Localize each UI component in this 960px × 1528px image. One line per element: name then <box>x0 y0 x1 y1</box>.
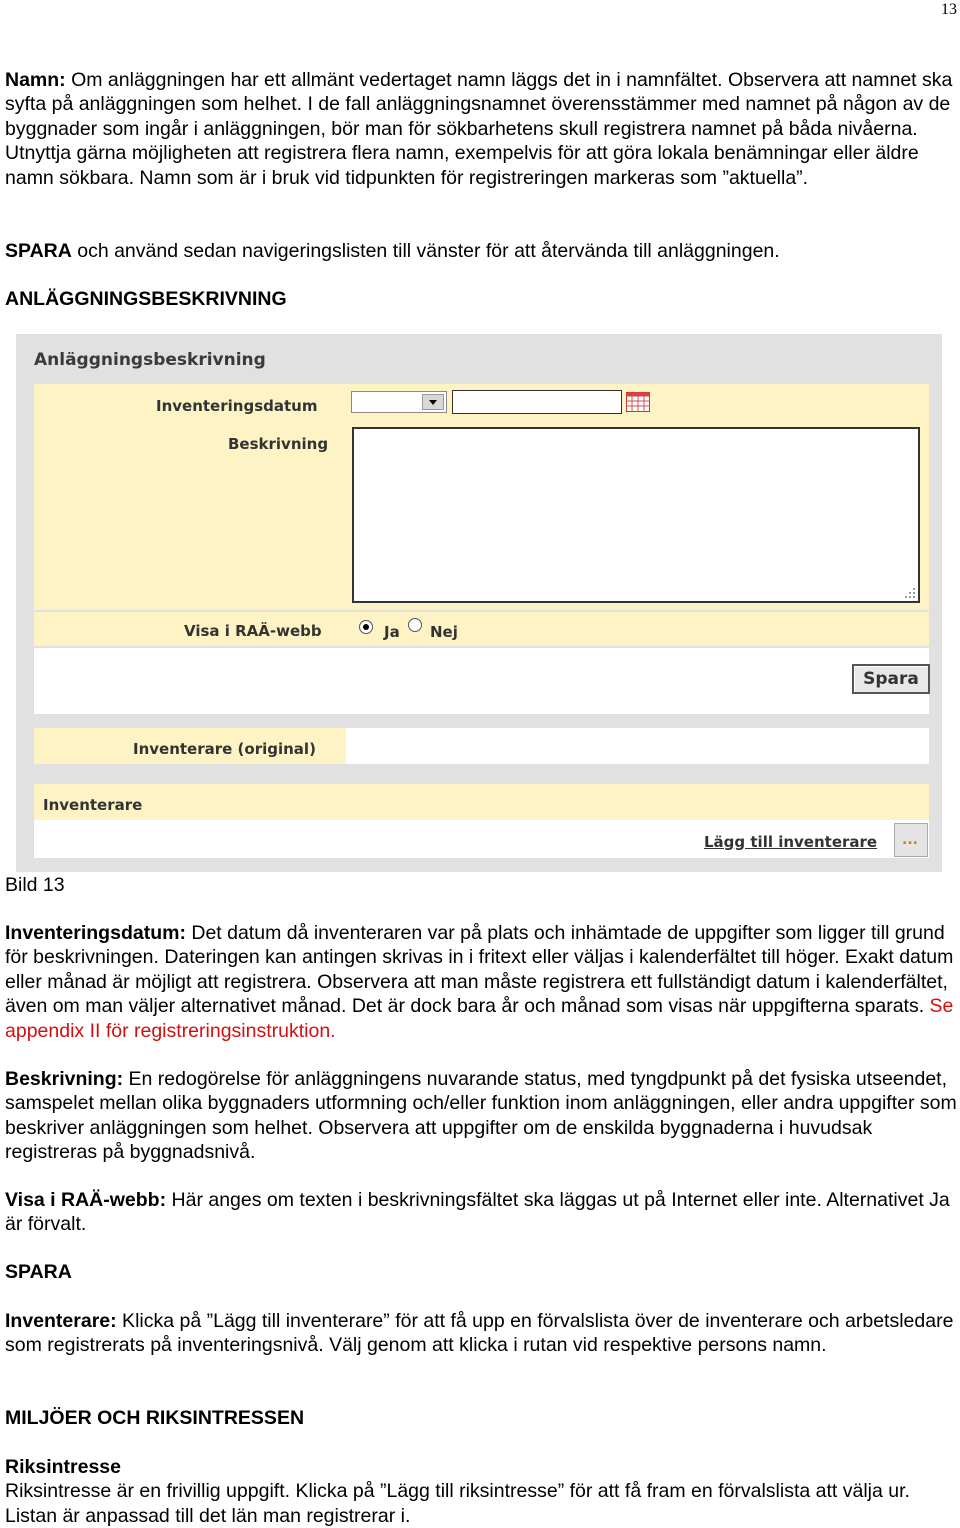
calendar-icon[interactable] <box>626 392 650 412</box>
form-title: Anläggningsbeskrivning <box>34 350 266 370</box>
resize-grip-icon[interactable] <box>902 585 916 599</box>
visa-paragraph <box>5 1188 960 1237</box>
save-button[interactable]: Spara <box>852 664 930 694</box>
inventeringsdatum-paragraph <box>5 921 960 1043</box>
radio-ja[interactable] <box>359 620 373 634</box>
beskrivning-textarea[interactable] <box>352 427 920 603</box>
caption-text: Bild 13 <box>5 874 65 896</box>
visa-label: Visa i RAÄ-webb: <box>5 1189 167 1211</box>
invr-text: Klicka på ”Lägg till inventerare” för att få upp en förvalslista över de inventerare och arbetsledare som registrerats på inventeringsnivå. Välj genom att klicka i rutan vid respektive persons namn. <box>5 1310 954 1357</box>
miljoer-heading <box>5 1406 960 1430</box>
visa-i-raa-webb-label: Visa i RAÄ-webb <box>184 622 322 640</box>
spara-label: SPARA <box>5 240 72 262</box>
more-icon: ... <box>902 831 918 848</box>
appendix-link[interactable]: Se appendix II för registreringsinstruktion. <box>5 995 954 1042</box>
riksintresse-section <box>5 1455 960 1528</box>
radio-nej-label: Nej <box>430 623 458 641</box>
invr-label: Inventerare: <box>5 1310 117 1332</box>
date-type-select[interactable] <box>351 391 447 413</box>
spara-heading <box>5 1260 960 1284</box>
beskrivning-paragraph <box>5 1067 960 1165</box>
radio-ja-label: Ja <box>384 623 400 641</box>
besk-text: En redogörelse för anläggningens nuvarande status, med tyngdpunkt på det fysiska utseendet, samspelet mellan olika byggnaders utformning och/eller funktion inom anläggningen, eller andra uppgifter som beskriver anläggningen som helhet. Observera att uppgifter om de enskilda byggnaderna i huvudsak registreras på byggnadsnivå. <box>5 1068 957 1164</box>
radio-nej[interactable] <box>408 618 422 632</box>
lookup-button[interactable] <box>894 823 928 857</box>
inventerare-original-label: Inventerare (original) <box>133 740 316 758</box>
beskrivning-label: Beskrivning <box>228 435 329 453</box>
inventerare-header <box>34 784 929 820</box>
spara-heading-text: SPARA <box>5 1261 72 1283</box>
inventerare-paragraph <box>5 1309 960 1358</box>
besk-label: Beskrivning: <box>5 1068 124 1090</box>
add-inventerare-link[interactable]: Lägg till inventerare <box>704 833 878 851</box>
riksintresse-text: Riksintresse är en frivillig uppgift. Klicka på ”Lägg till riksintresse” för att få fram en förvalslista att välja ur. Listan är anpassad till det län man registrerar i. <box>5 1480 910 1527</box>
chevron-down-icon[interactable] <box>422 394 444 410</box>
inv-text: Det datum då inventeraren var på plats och inhämtade de uppgifter som ligger till grund för beskrivningen. Dateringen kan antingen skrivas in i fritext eller väljas i kalenderfältet till höger. Exakt datum eller månad är möjligt att registrera. Observera att man måste registrera ett fullständigt datum i kalenderfältet, även om man väljer alternativet månad. Det är dock bara år och månad som visas när uppgifterna sparats. <box>5 922 954 1018</box>
inventerare-label: Inventerare <box>43 796 143 814</box>
page-number: 13 <box>941 1 957 18</box>
anlaggningsbeskrivning-heading: ANLÄGGNINGSBESKRIVNING <box>5 288 287 310</box>
miljoer-heading-text: MILJÖER OCH RIKSINTRESSEN <box>5 1407 305 1429</box>
spara-paragraph <box>5 239 960 263</box>
visa-text: Här anges om texten i beskrivningsfältet ska läggas ut på Internet eller inte. Alternativet Ja är förvalt. <box>5 1189 950 1236</box>
anlaggningsbeskrivning-form <box>16 334 942 872</box>
section-heading <box>5 287 960 311</box>
inventeringsdatum-label: Inventeringsdatum <box>156 397 318 415</box>
save-row <box>34 648 929 714</box>
figure-caption <box>5 873 960 897</box>
riksintresse-heading: Riksintresse <box>5 1456 121 1478</box>
namn-label: Namn: <box>5 69 66 91</box>
spara-text: och använd sedan navigeringslisten till vänster för att återvända till anläggningen. <box>71 240 780 262</box>
inventerare-original-field[interactable] <box>346 728 929 764</box>
inventeringsdatum-input[interactable] <box>452 390 622 414</box>
inv-label: Inventeringsdatum: <box>5 922 186 944</box>
namn-text: Om anläggningen har ett allmänt vedertaget namn läggs det in i namnfältet. Observera att namnet ska syfta på anläggningen som helhet. I de fall anläggningsnamnet överensstämmer med namnet på någon av de byggnader som ingår i anläggningen, bör man för sökbarhetens skull registrera namnet på båda nivåerna. Utnyttja gärna möjligheten att registrera flera namn, exempelvis för att göra lokala benämningar eller äldre namn sökbara. Namn som är i bruk vid tidpunkten för registreringen markeras som ”aktuella”. <box>5 69 953 189</box>
intro-paragraph <box>5 68 960 190</box>
